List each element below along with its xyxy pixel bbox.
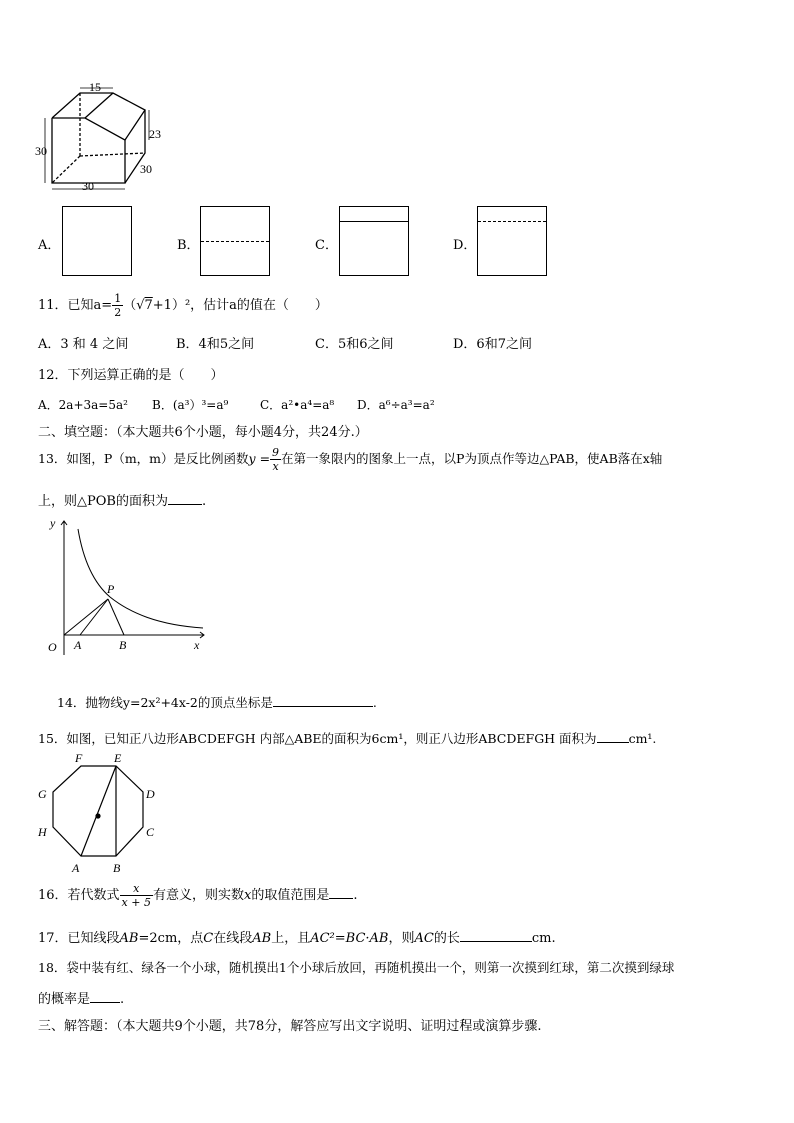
q12-option-d: D．a⁶÷a³=a² xyxy=(357,398,435,412)
graph-y-label: y xyxy=(50,516,56,530)
octagon-c-label: C xyxy=(146,825,155,839)
q14-stem: 14．抛物线y=2x²+4x-2的顶点坐标是 . xyxy=(57,695,377,710)
prism-dim-left: 30 xyxy=(35,144,47,158)
q12-option-a: A．2a+3a=5a² xyxy=(38,398,128,412)
q11-option-a: A．3 和 4 之间 xyxy=(38,337,129,352)
octagon-a-label: A xyxy=(72,861,80,875)
graph-point-a-label: A xyxy=(74,638,82,652)
q10-option-a-square xyxy=(62,206,132,276)
graph-origin-label: O xyxy=(48,640,57,654)
q10-option-a-label: A． xyxy=(38,238,61,253)
q11-option-b: B．4和5之间 xyxy=(176,337,255,352)
graph-point-b-label: B xyxy=(119,638,127,652)
q16-stem: 16．若代数式 $\frac{x}{x + 5}$ 有意义，则实数x的取值范围是 . xyxy=(38,882,358,909)
octagon-e-label: E xyxy=(114,752,122,765)
prism-dim-top: 15 xyxy=(89,80,101,94)
section-2-heading: 二、填空题：（本大题共6个小题，每小题4分，共24分.） xyxy=(38,425,368,440)
prism-dim-depth: 30 xyxy=(140,162,152,176)
section-3-heading: 三、解答题：（本大题共9个小题，共78分，解答应写出文字说明、证明过程或演算步骤. xyxy=(38,1019,542,1034)
q12-option-b: B．(a³）³=a⁹ xyxy=(152,398,229,412)
octagon-f-label: F xyxy=(75,752,83,765)
q11-stem: 11．已知a= $\frac{1}{2}$ （√7+1）²，估计a的值在（ ） xyxy=(38,292,328,319)
prism-dim-right: 23 xyxy=(149,127,161,141)
q10-option-b-square xyxy=(200,206,270,276)
octagon-d-label: D xyxy=(146,787,155,801)
q18-line1: 18．袋中装有红、绿各一个小球，随机摸出1个小球后放回，再随机摸出一个，则第一次摸到红球，第二次摸到绿球 xyxy=(38,960,675,975)
octagon-h-label: H xyxy=(38,825,47,839)
q10-option-b-label: B． xyxy=(177,238,200,253)
q11-option-c: C．5和6之间 xyxy=(315,337,394,352)
graph-point-p-label: P xyxy=(107,582,115,596)
q13-line2: 上，则△POB的面积为 . xyxy=(38,494,207,509)
q17-stem: 17．已知线段AB=2cm，点C在线段AB上，且AC²=BC·AB，则AC的长 cm. xyxy=(38,931,556,946)
q11-option-d: D．6和7之间 xyxy=(453,337,532,352)
q10-option-d-label: D． xyxy=(453,238,477,253)
hyperbola-graph xyxy=(38,515,208,660)
q15-stem: 15．如图，已知正八边形ABCDEFGH 内部△ABE的面积为6cm¹，则正八边形ABCDEFGH 面积为 cm¹. xyxy=(38,731,657,746)
octagon-figure xyxy=(36,752,166,877)
octagon-b-label: B xyxy=(113,861,121,875)
prism-dim-bottom: 30 xyxy=(82,179,94,193)
q18-line2: 的概率是 . xyxy=(38,992,125,1007)
q12-option-c: C．a²•a⁴=a⁸ xyxy=(260,398,335,412)
q10-option-c-label: C． xyxy=(315,238,338,253)
q13-line1: 13．如图，P（m，m）是反比例函数y = $\frac{9}{x}$ 在第一象限内的图象上一点，以P为顶点作等边△PAB，使AB落在x轴 xyxy=(38,446,663,473)
prism-figure xyxy=(35,78,165,193)
graph-x-label: x xyxy=(194,638,200,652)
octagon-g-label: G xyxy=(38,787,47,801)
q10-option-d-square xyxy=(477,206,547,276)
q12-stem: 12．下列运算正确的是（ ） xyxy=(38,368,224,383)
q10-option-c-square xyxy=(339,206,409,276)
